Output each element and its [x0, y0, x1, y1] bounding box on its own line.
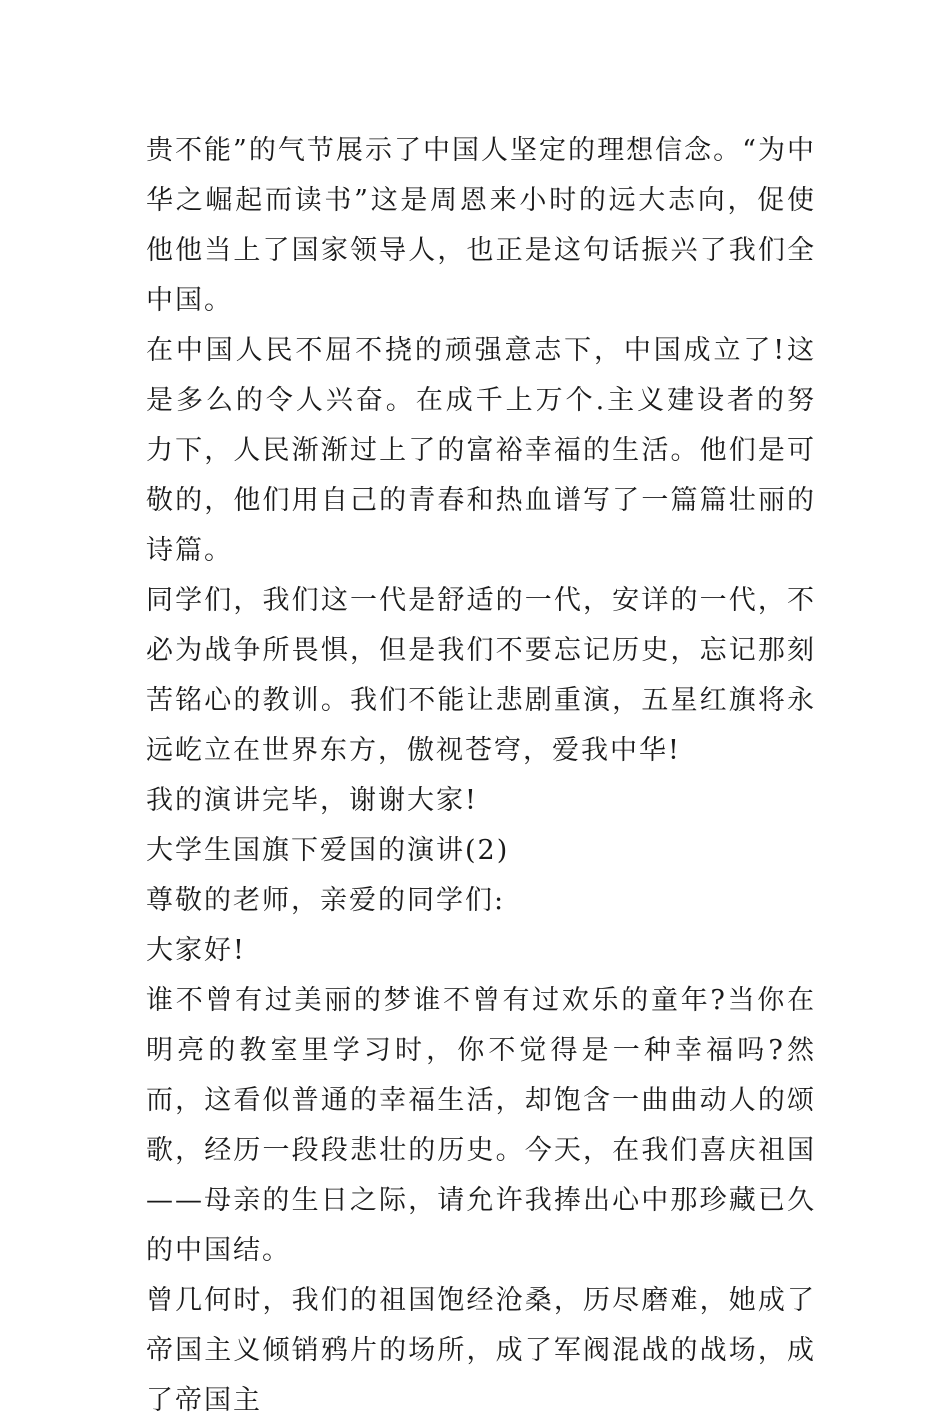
- section-heading: 大学生国旗下爱国的演讲(2): [146, 835, 510, 866]
- paragraph-3: 同学们，我们这一代是舒适的一代，安详的一代，不必为战争所畏惧，但是我们不要忘记历史，忘记那刻苦铭心的教训。我们不能让悲剧重演，五星红旗将永远屹立在世界东方，傲视苍穹，爱我中华!: [146, 585, 816, 766]
- paragraph-2: 在中国人民不屈不挠的顽强意志下，中国成立了!这是多么的令人兴奋。在成千上万个.主义建设者的努力下，人民渐渐过上了的富裕幸福的生活。他们是可敬的，他们用自己的青春和热血谱写了一篇篇壮丽的诗篇。: [146, 335, 816, 566]
- paragraph-1: 贵不能”的气节展示了中国人坚定的理想信念。“为中华之崛起而读书”这是周恩来小时的远大志向，促使他他当上了国家领导人，也正是这句话振兴了我们全中国。: [146, 135, 816, 316]
- document-body: [146, 126, 816, 1426]
- greeting: 大家好!: [146, 935, 246, 966]
- paragraph-4: 我的演讲完毕，谢谢大家!: [146, 785, 478, 816]
- salutation: 尊敬的老师，亲爱的同学们:: [146, 885, 506, 916]
- paragraph-9: 曾几何时，我们的祖国饱经沧桑，历尽磨难，她成了帝国主义倾销鸦片的场所，成了军阀混战的战场，成了帝国主: [146, 1285, 816, 1416]
- paragraph-8: 谁不曾有过美丽的梦谁不曾有过欢乐的童年?当你在明亮的教室里学习时，你不觉得是一种幸福吗?然而，这看似普通的幸福生活，却饱含一曲曲动人的颂歌，经历一段段悲壮的历史。今天，在我们喜庆祖国——母亲的生日之际，请允许我捧出心中那珍藏已久的中国结。: [146, 985, 816, 1266]
